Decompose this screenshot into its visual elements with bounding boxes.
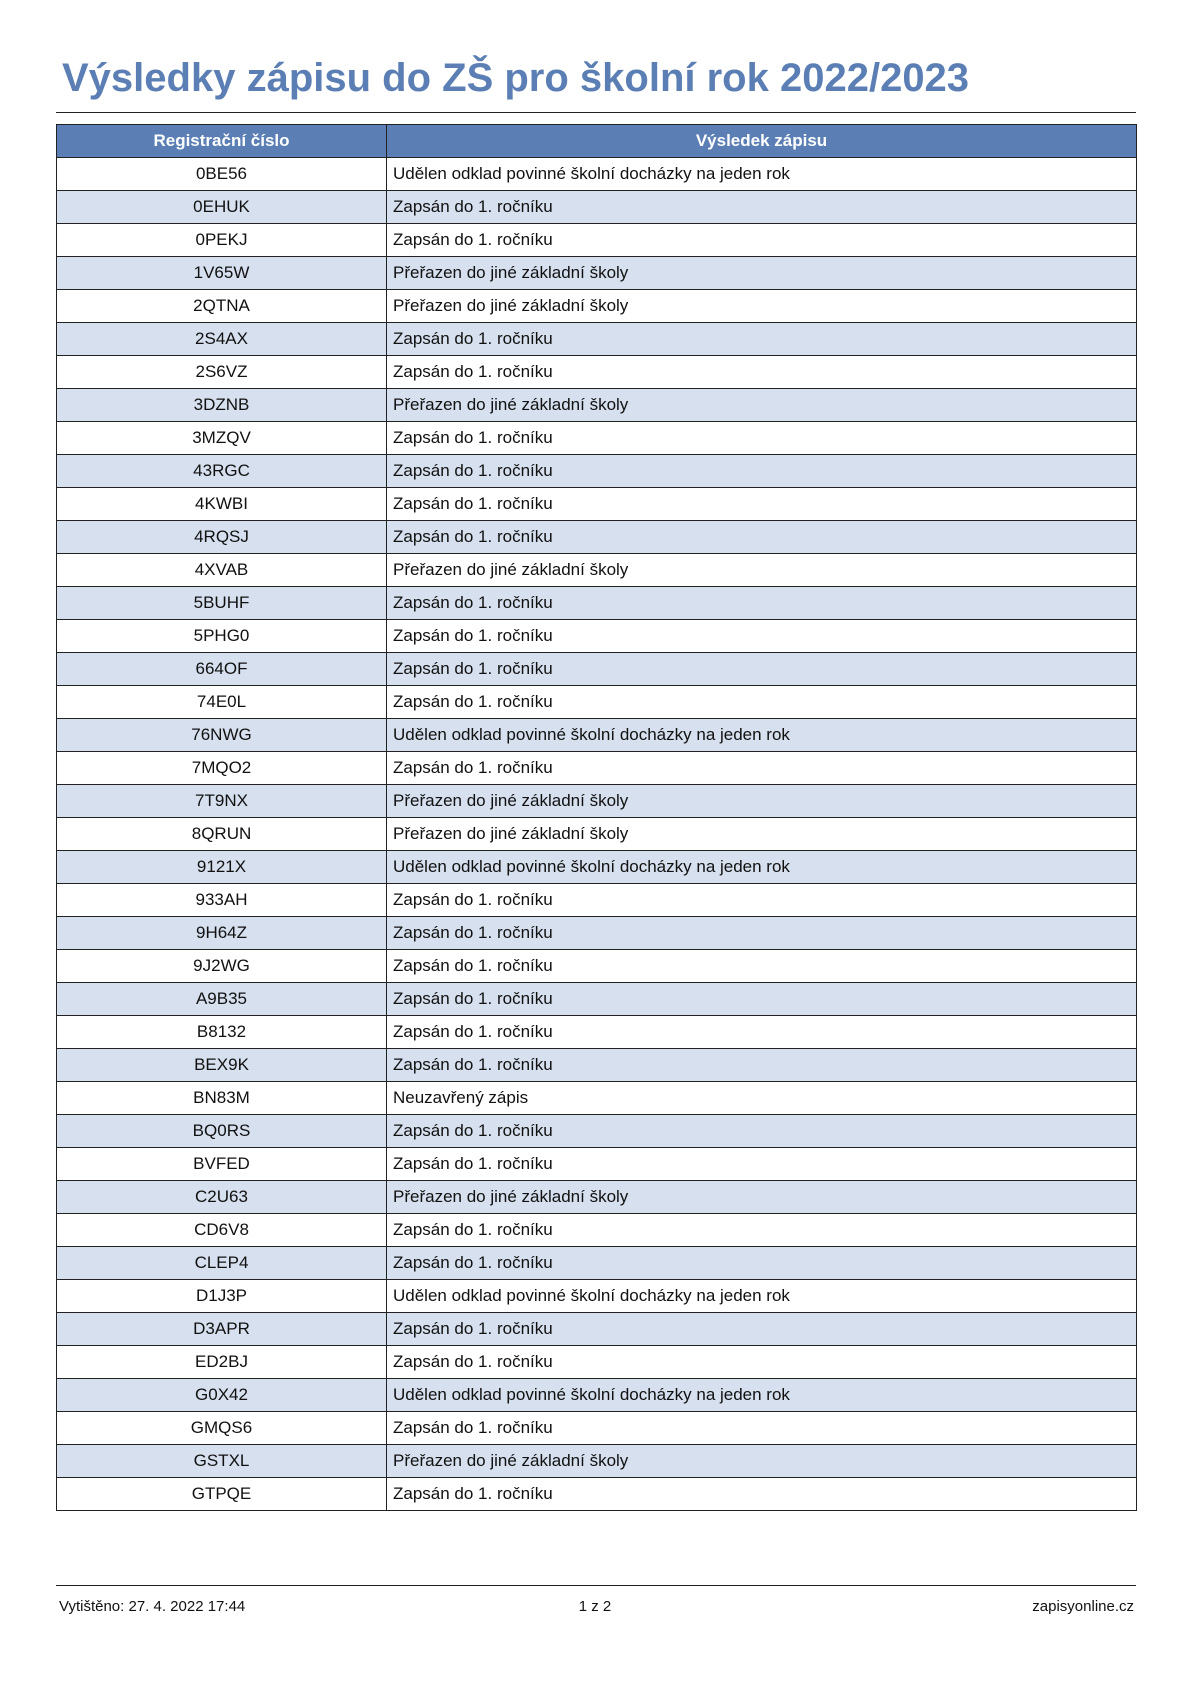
result-cell: Zapsán do 1. ročníku — [387, 686, 1137, 719]
table-row — [57, 1412, 1137, 1445]
registration-number-cell: 5PHG0 — [57, 620, 387, 653]
table-row — [57, 257, 1137, 290]
registration-number-cell: 933AH — [57, 884, 387, 917]
registration-number-cell: GTPQE — [57, 1478, 387, 1511]
registration-number-cell: 8QRUN — [57, 818, 387, 851]
table-row — [57, 488, 1137, 521]
registration-number-cell: 9J2WG — [57, 950, 387, 983]
registration-number-cell: 4RQSJ — [57, 521, 387, 554]
registration-number-cell: 76NWG — [57, 719, 387, 752]
registration-number-cell: GMQS6 — [57, 1412, 387, 1445]
result-cell: Zapsán do 1. ročníku — [387, 356, 1137, 389]
table-row — [57, 752, 1137, 785]
result-cell: Zapsán do 1. ročníku — [387, 1346, 1137, 1379]
result-cell: Zapsán do 1. ročníku — [387, 488, 1137, 521]
result-cell: Zapsán do 1. ročníku — [387, 983, 1137, 1016]
registration-number-cell: 9121X — [57, 851, 387, 884]
result-cell: Udělen odklad povinné školní docházky na jeden rok — [387, 719, 1137, 752]
table-row — [57, 356, 1137, 389]
registration-number-cell: 4KWBI — [57, 488, 387, 521]
result-cell: Zapsán do 1. ročníku — [387, 752, 1137, 785]
footer-divider — [56, 1585, 1136, 1586]
registration-number-cell: G0X42 — [57, 1379, 387, 1412]
registration-number-cell: CLEP4 — [57, 1247, 387, 1280]
printed-timestamp: Vytištěno: 27. 4. 2022 17:44 — [59, 1598, 246, 1615]
result-cell: Zapsán do 1. ročníku — [387, 1247, 1137, 1280]
result-cell: Zapsán do 1. ročníku — [387, 1016, 1137, 1049]
table-row — [57, 1280, 1137, 1313]
result-cell: Neuzavřený zápis — [387, 1082, 1137, 1115]
table-body — [57, 158, 1137, 1511]
table-row — [57, 1379, 1137, 1412]
result-cell: Zapsán do 1. ročníku — [387, 884, 1137, 917]
table-row — [57, 1445, 1137, 1478]
registration-number-cell: BEX9K — [57, 1049, 387, 1082]
registration-number-cell: 0EHUK — [57, 191, 387, 224]
result-cell: Udělen odklad povinné školní docházky na jeden rok — [387, 1280, 1137, 1313]
table-row — [57, 950, 1137, 983]
result-cell: Udělen odklad povinné školní docházky na jeden rok — [387, 851, 1137, 884]
result-cell: Zapsán do 1. ročníku — [387, 1313, 1137, 1346]
registration-number-cell: ED2BJ — [57, 1346, 387, 1379]
table-row — [57, 1214, 1137, 1247]
table-row — [57, 1181, 1137, 1214]
table-row — [57, 620, 1137, 653]
table-row — [57, 554, 1137, 587]
table-row — [57, 884, 1137, 917]
result-cell: Zapsán do 1. ročníku — [387, 521, 1137, 554]
table-row — [57, 818, 1137, 851]
result-cell: Zapsán do 1. ročníku — [387, 323, 1137, 356]
result-cell: Přeřazen do jiné základní školy — [387, 785, 1137, 818]
result-cell: Zapsán do 1. ročníku — [387, 620, 1137, 653]
results-table — [56, 124, 1137, 1511]
page-title: Výsledky zápisu do ZŠ pro školní rok 2022/2023 — [62, 56, 970, 100]
result-cell: Přeřazen do jiné základní školy — [387, 818, 1137, 851]
registration-number-cell: C2U63 — [57, 1181, 387, 1214]
registration-number-cell: D1J3P — [57, 1280, 387, 1313]
result-cell: Přeřazen do jiné základní školy — [387, 257, 1137, 290]
result-cell: Zapsán do 1. ročníku — [387, 1049, 1137, 1082]
table-row — [57, 1346, 1137, 1379]
registration-number-cell: 0BE56 — [57, 158, 387, 191]
table-row — [57, 1049, 1137, 1082]
table-row — [57, 422, 1137, 455]
result-cell: Přeřazen do jiné základní školy — [387, 1445, 1137, 1478]
result-cell: Zapsán do 1. ročníku — [387, 950, 1137, 983]
registration-number-cell: 9H64Z — [57, 917, 387, 950]
registration-number-cell: 2S4AX — [57, 323, 387, 356]
registration-number-cell: 2S6VZ — [57, 356, 387, 389]
registration-number-cell: D3APR — [57, 1313, 387, 1346]
table-header-row — [57, 125, 1137, 158]
registration-number-cell: BQ0RS — [57, 1115, 387, 1148]
registration-number-cell: GSTXL — [57, 1445, 387, 1478]
result-cell: Zapsán do 1. ročníku — [387, 1412, 1137, 1445]
result-cell: Zapsán do 1. ročníku — [387, 1148, 1137, 1181]
result-cell: Zapsán do 1. ročníku — [387, 1214, 1137, 1247]
registration-number-cell: 3MZQV — [57, 422, 387, 455]
registration-number-cell: BN83M — [57, 1082, 387, 1115]
table-row — [57, 1016, 1137, 1049]
result-cell: Zapsán do 1. ročníku — [387, 191, 1137, 224]
result-cell: Zapsán do 1. ročníku — [387, 917, 1137, 950]
title-divider — [56, 112, 1136, 113]
registration-number-cell: BVFED — [57, 1148, 387, 1181]
table-row — [57, 1247, 1137, 1280]
table-row — [57, 719, 1137, 752]
table-row — [57, 653, 1137, 686]
table-row — [57, 521, 1137, 554]
result-cell: Zapsán do 1. ročníku — [387, 224, 1137, 257]
table-row — [57, 851, 1137, 884]
result-cell: Udělen odklad povinné školní docházky na jeden rok — [387, 158, 1137, 191]
registration-number-cell: 7T9NX — [57, 785, 387, 818]
registration-number-cell: B8132 — [57, 1016, 387, 1049]
result-cell: Přeřazen do jiné základní školy — [387, 389, 1137, 422]
registration-number-cell: 2QTNA — [57, 290, 387, 323]
table-row — [57, 323, 1137, 356]
table-row — [57, 1082, 1137, 1115]
table-row — [57, 1115, 1137, 1148]
table-row — [57, 224, 1137, 257]
registration-number-cell: 664OF — [57, 653, 387, 686]
result-cell: Přeřazen do jiné základní školy — [387, 290, 1137, 323]
page-number: 1 z 2 — [578, 1598, 612, 1615]
registration-number-cell: 1V65W — [57, 257, 387, 290]
result-cell: Zapsán do 1. ročníku — [387, 653, 1137, 686]
table-row — [57, 917, 1137, 950]
table-row — [57, 191, 1137, 224]
table-row — [57, 455, 1137, 488]
table-row — [57, 686, 1137, 719]
result-cell: Zapsán do 1. ročníku — [387, 455, 1137, 488]
registration-number-cell: 3DZNB — [57, 389, 387, 422]
table-row — [57, 1313, 1137, 1346]
table-row — [57, 290, 1137, 323]
site-name: zapisyonline.cz — [1032, 1598, 1134, 1615]
registration-number-cell: CD6V8 — [57, 1214, 387, 1247]
result-cell: Udělen odklad povinné školní docházky na jeden rok — [387, 1379, 1137, 1412]
column-header-registration-number: Registrační číslo — [57, 125, 387, 158]
result-cell: Přeřazen do jiné základní školy — [387, 1181, 1137, 1214]
table-row — [57, 1478, 1137, 1511]
result-cell: Přeřazen do jiné základní školy — [387, 554, 1137, 587]
table-row — [57, 587, 1137, 620]
registration-number-cell: 0PEKJ — [57, 224, 387, 257]
registration-number-cell: A9B35 — [57, 983, 387, 1016]
table-row — [57, 389, 1137, 422]
result-cell: Zapsán do 1. ročníku — [387, 1115, 1137, 1148]
registration-number-cell: 5BUHF — [57, 587, 387, 620]
table-row — [57, 158, 1137, 191]
registration-number-cell: 43RGC — [57, 455, 387, 488]
table-row — [57, 983, 1137, 1016]
result-cell: Zapsán do 1. ročníku — [387, 587, 1137, 620]
registration-number-cell: 74E0L — [57, 686, 387, 719]
registration-number-cell: 4XVAB — [57, 554, 387, 587]
table-row — [57, 785, 1137, 818]
column-header-result: Výsledek zápisu — [387, 125, 1137, 158]
table-row — [57, 1148, 1137, 1181]
registration-number-cell: 7MQO2 — [57, 752, 387, 785]
result-cell: Zapsán do 1. ročníku — [387, 1478, 1137, 1511]
result-cell: Zapsán do 1. ročníku — [387, 422, 1137, 455]
